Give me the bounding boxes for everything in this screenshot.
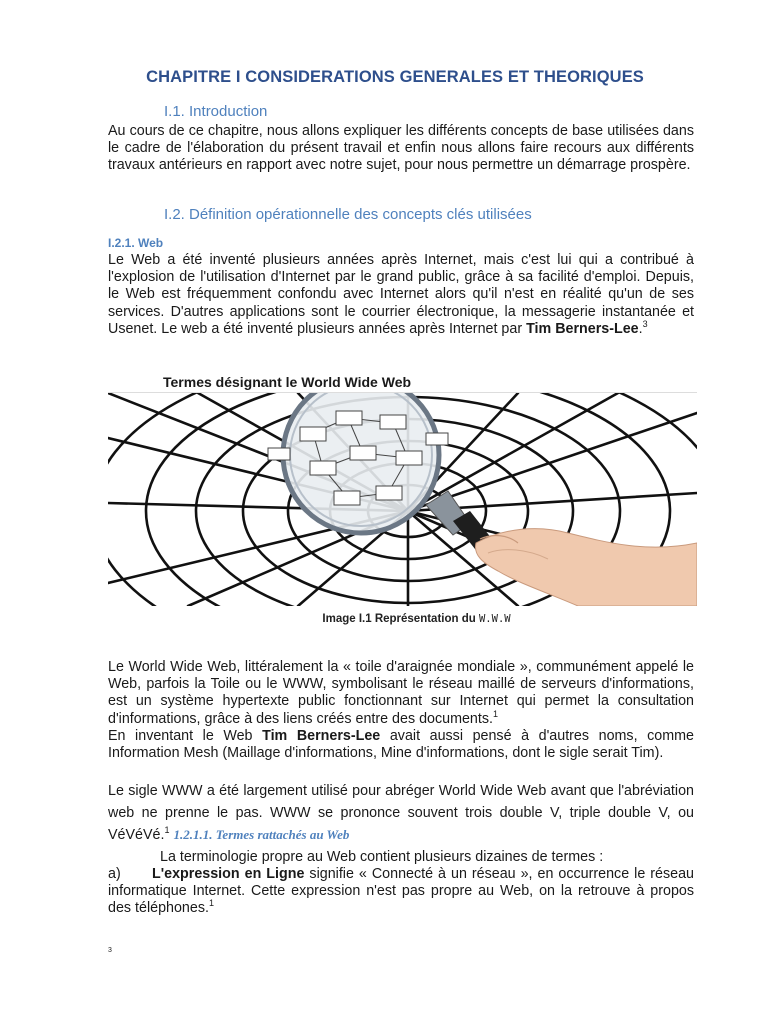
caption-text: Image I.1 Représentation du xyxy=(322,613,479,625)
sigle-text: Le sigle WWW a été largement utilisé pour abréger World Wide Web avant que l'abréviation web ne prenne le pas. WWW se prononce souvent trois double V, triple double V, ou VéVéVé. xyxy=(108,783,694,843)
page-footnote-marker: 3 xyxy=(108,947,112,954)
www-paragraph-text: Le World Wide Web, littéralement la « toile d'araignée mondiale », communément appelé le Web, parfois la Toile ou le WWW, symbolisant le réseau maillé de serveurs d'informations, est un système hypertexte public fonctionnant sur Internet qui permet la consultation d'informations, grâce à des liens créés entre des documents. xyxy=(108,659,694,727)
berners-paragraph xyxy=(108,728,694,762)
www-paragraph xyxy=(108,659,694,728)
list-item-label: a) xyxy=(108,866,121,882)
footnote-ref: 1 xyxy=(492,708,498,719)
list-item-text: signifie « Connecté à un réseau », en occurrence le réseau informatique Internet. Cette expression n'est pas propre au Web, on la retrouve à propos des téléphones. xyxy=(108,866,694,917)
footnote-ref: 1 xyxy=(208,898,214,909)
berners-text-before: En inventant le Web xyxy=(108,728,263,744)
berners-text-after: avait aussi pensé à d'autres noms, comme Information Mesh (Maillage d'informations, Mine d'informations, dont le sigle serait Tim). xyxy=(108,728,694,762)
author-name: Tim Berners-Lee xyxy=(262,728,381,744)
sigle-paragraph xyxy=(108,780,694,846)
subsection-heading-termes: 1.2.1.1. Termes rattachés au Web xyxy=(173,827,350,842)
web-paragraph xyxy=(108,252,694,338)
spider-web-image xyxy=(108,392,697,606)
term-en-ligne: L'expression en Ligne xyxy=(152,866,305,882)
author-name: Tim Berners-Lee xyxy=(526,320,639,337)
figure-caption xyxy=(0,613,768,625)
list-item-a xyxy=(108,866,694,918)
web-paragraph-text: Le Web a été inventé plusieurs années après Internet, mais c'est lui qui a contribué à l'explosion de l'utilisation d'Internet par le grand public, grâce à sa facilité d'emploi. Depuis, le Web est fréquemment confondu avec Internet alors qu'il n'est en réalité qu'un de ses services. D'autres applications sont le courrier électronique, la messagerie instantanée et Usenet. Le web a été inventé plusieurs années après Internet par xyxy=(108,252,694,337)
caption-www: W.W.W xyxy=(478,613,511,625)
web-paragraph-end: . xyxy=(638,320,643,337)
footnote-ref: 3 xyxy=(642,319,648,330)
section-heading-definitions: I.2. Définition opérationnelle des concepts clés utilisées xyxy=(164,206,532,223)
footnote-ref: 1 xyxy=(164,825,170,836)
intro-paragraph: Au cours de ce chapitre, nous allons expliquer les différents concepts de base utilisées dans le cadre de l'élaboration du présent travail et enfin nous allons faire recours aux différents travaux antérieurs en rapport avec notre sujet, pour nous permettre un démarrage prospère. xyxy=(108,123,694,174)
chapter-title: CHAPITRE I CONSIDERATIONS GENERALES ET THEORIQUES xyxy=(146,68,644,86)
subsection-heading-web: I.2.1. Web xyxy=(108,236,164,250)
figure-title: Termes désignant le World Wide Web xyxy=(163,374,412,390)
terminologie-paragraph: La terminologie propre au Web contient plusieurs dizaines de termes : xyxy=(160,849,604,865)
section-heading-introduction: I.1. Introduction xyxy=(164,103,268,120)
spider-web-illustration xyxy=(108,393,697,606)
